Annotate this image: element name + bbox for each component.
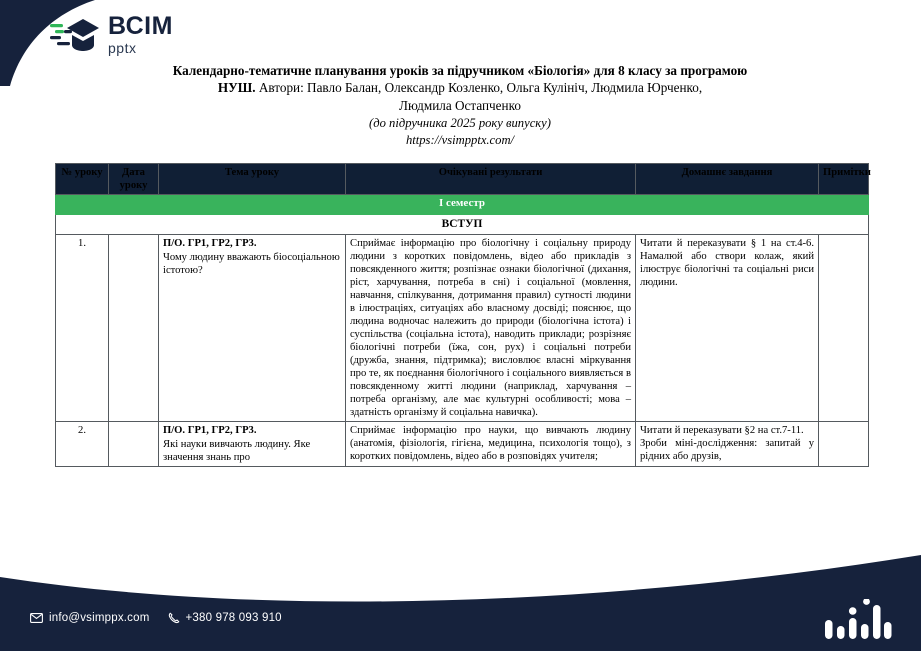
cell-lesson-topic bbox=[159, 421, 346, 466]
topic-text: Які науки вивчають людину. Яке значення знань про bbox=[163, 438, 311, 463]
column-header-lesson-topic: Тема уроку bbox=[159, 164, 346, 195]
brand-logo bbox=[48, 14, 173, 55]
topic-text: Чому людину вважають біосоціальною істотою? bbox=[163, 251, 340, 276]
topic-code: П/О. ГР1, ГР2, ГР3. bbox=[163, 237, 257, 249]
brand-subtitle: pptx bbox=[108, 40, 137, 56]
cell-homework bbox=[636, 421, 819, 466]
graduation-cap-icon bbox=[48, 15, 100, 55]
section-title-row bbox=[56, 214, 869, 234]
cell-lesson-number: 1. bbox=[56, 234, 109, 421]
column-header-lesson-date: Дата уроку bbox=[109, 164, 159, 195]
lesson-planning-table bbox=[55, 163, 869, 467]
footer-phone-text: +380 978 093 910 bbox=[185, 612, 282, 624]
cell-notes[interactable] bbox=[819, 234, 869, 421]
title-line-2 bbox=[60, 79, 860, 96]
brand-text bbox=[108, 14, 173, 55]
topic-code: П/О. ГР1, ГР2, ГР3. bbox=[163, 424, 257, 436]
cell-notes[interactable] bbox=[819, 421, 869, 466]
column-header-expected-results: Очікувані результати bbox=[346, 164, 636, 195]
table-header-row bbox=[56, 164, 869, 195]
title-edition-note: (до підручника 2025 року випуску) bbox=[369, 116, 551, 131]
title-line-3: Людмила Остапченко bbox=[399, 97, 521, 113]
contact-phone[interactable] bbox=[168, 612, 282, 624]
contact-email[interactable] bbox=[30, 612, 150, 624]
cell-lesson-date[interactable] bbox=[109, 234, 159, 421]
footer-contacts bbox=[30, 612, 282, 624]
footer-email-text: info@vsimppx.com bbox=[49, 612, 150, 624]
homework-line: Читати й переказувати §2 на ст.7-11. bbox=[640, 424, 804, 436]
bars-logo-icon bbox=[823, 599, 893, 639]
cell-lesson-number: 2. bbox=[56, 421, 109, 466]
footer bbox=[0, 591, 921, 651]
title-line-1: Календарно-тематичне планування уроків за підручником «Біологія» для 8 класу за програмою bbox=[172, 63, 748, 78]
cell-homework: Читати й переказувати § 1 на ст.4-6. Намалюй або створи колаж, який ілюструє біологічні та соціальні риси людини. bbox=[636, 234, 819, 421]
table-row bbox=[56, 421, 869, 466]
cell-expected-results: Сприймає інформацію про науки, що вивчають людину (анатомія, фізіологія, гігієна, медицина, психологія тощо), з коротких повідомлень, відео або в розповідях учителя; bbox=[346, 421, 636, 466]
cell-lesson-date[interactable] bbox=[109, 421, 159, 466]
cell-expected-results: Сприймає інформацію про біологічну і соціальну природу людини з коротких повідомлень, відео або прикладів з повсякденного життя; розпізнає ознаки біологічної (дихання, ріст, харчування, потреба в сні) і соціальної (мовлення, навчання, спілкування, дотримання правил) сутності людини в ілюстраціях, ситуаціях або власному досвіді; пояснює, що людина водночас належить до природи (біологічна істота) і суспільства (соціальна істота), наводить приклади; розрізняє біологічні потреби (їжа, сон, рух) і соціальні потреби (дружба, знання, підтримка); висловлює власні міркування про те, як поєднання біологічного і соціального виявляється в повсякденному житті людини (наприклад, харчування – потреба організму, але має культурні особливості; мова – здатність організму й соціальна навичка). bbox=[346, 234, 636, 421]
envelope-icon bbox=[30, 613, 43, 623]
table-row bbox=[56, 234, 869, 421]
section-label: ВСТУП bbox=[56, 214, 869, 234]
brand-name: ВСІМ bbox=[108, 12, 173, 40]
cell-lesson-topic bbox=[159, 234, 346, 421]
semester-label: І семестр bbox=[56, 195, 869, 215]
page-title bbox=[60, 62, 860, 149]
phone-icon bbox=[168, 612, 180, 624]
title-program-label: НУШ. bbox=[217, 80, 256, 96]
column-header-lesson-number: № уроку bbox=[56, 164, 109, 195]
homework-line: Зроби міні-дослідження: запитай у рідних або друзів, bbox=[640, 437, 814, 462]
title-url[interactable]: https://vsimpptx.com/ bbox=[405, 133, 515, 148]
column-header-notes: Примітки bbox=[819, 164, 869, 195]
semester-banner-row bbox=[56, 195, 869, 215]
title-authors: Автори: Павло Балан, Олександр Козленко, Ольга Кулініч, Людмила Юрченко, bbox=[255, 80, 703, 96]
column-header-homework: Домашнє завдання bbox=[636, 164, 819, 195]
